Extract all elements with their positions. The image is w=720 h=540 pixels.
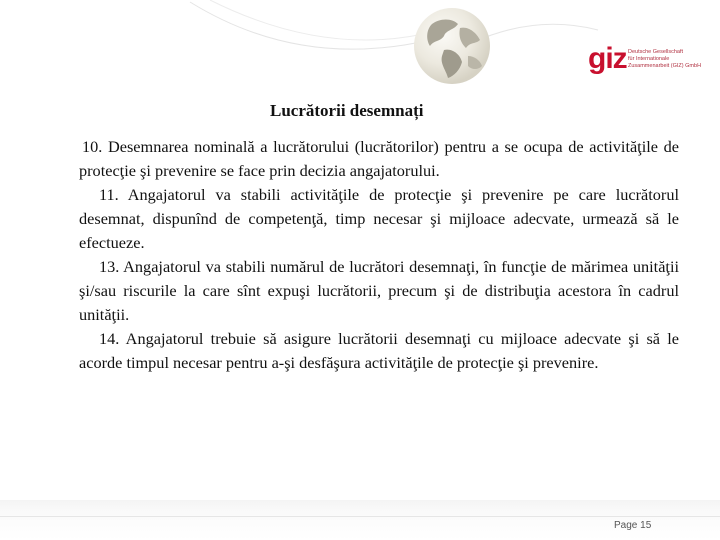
logo-caption <box>628 49 701 70</box>
paragraph: 13. Angajatorul va stabili numărul de lucrători desemnaţi, în funcţie de mărimea unităţii şi/sau riscurile la care sînt expuşi lucrătorii, precum şi de distribuţia acestora în cadrul unităţii. <box>79 257 679 324</box>
decorative-arcs <box>180 0 600 100</box>
slide-footer <box>0 500 720 540</box>
paragraph: 14. Angajatorul trebuie să asigure lucrătorii desemnaţi cu mijloace adecvate şi să le acorde timpul necesar pentru a-şi desfăşura activităţile de protecţie şi prevenire. <box>79 329 679 372</box>
logo-caption-line: Deutsche Gesellschaft <box>628 49 684 55</box>
giz-logo <box>588 44 708 80</box>
logo-mark: giz <box>588 42 627 75</box>
logo-caption-line: Zusammenarbeit (GIZ) GmbH <box>628 63 702 69</box>
paragraph: 11. Angajatorul va stabili activităţile de protecţie şi prevenire pe care lucrătorul desemnat, dispunînd de competenţă, timp necesar şi mijloace adecvate, urmează să le efectueze. <box>79 185 679 252</box>
page-number: Page 15 <box>614 520 652 531</box>
slide-title: Lucrătorii desemnați <box>270 101 424 120</box>
slide-body <box>79 135 679 375</box>
footer-divider <box>0 516 720 517</box>
globe-icon <box>410 4 494 88</box>
paragraph: 10. Desemnarea nominală a lucrătorului (lucrătorilor) pentru a se ocupa de activităţile de protecţie şi prevenire se face prin decizia angajatorului. <box>79 137 679 180</box>
logo-caption-line: für Internationale <box>628 56 670 62</box>
slide-header <box>0 0 720 100</box>
